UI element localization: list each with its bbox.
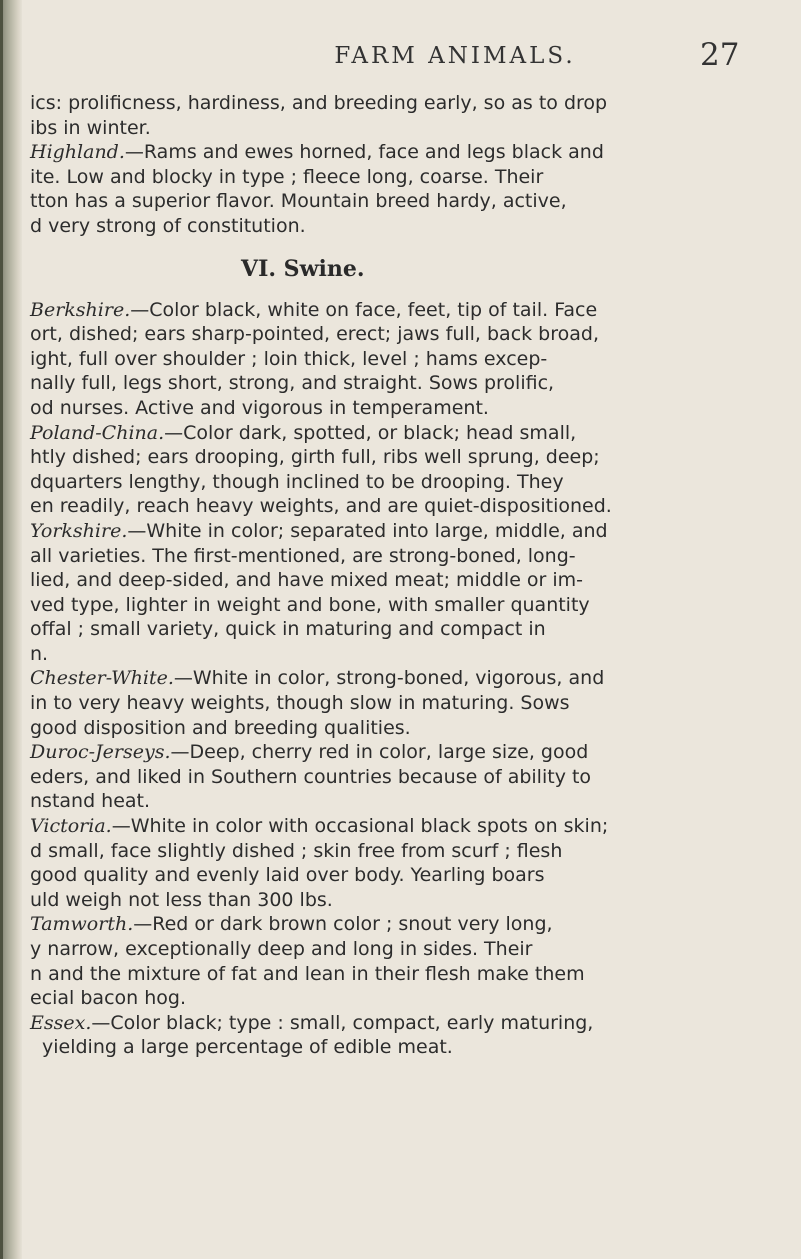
text-line xyxy=(30,691,800,716)
line-text: ite. Low and blocky in type ; fleece long, coarse. Their xyxy=(30,165,544,188)
line-text: —Color black, white on face, feet, tip of tail. Face xyxy=(130,298,598,321)
line-text: —White in color, strong-boned, vigorous, and xyxy=(173,667,605,690)
binding-edge xyxy=(0,0,3,1259)
line-text: —White in color; separated into large, middle, and xyxy=(127,519,608,542)
text-line xyxy=(30,544,800,569)
breed-name: Chester-White. xyxy=(30,667,174,690)
text-line xyxy=(30,716,800,741)
line-text: good disposition and breeding qualities. xyxy=(30,716,411,739)
line-text: htly dished; ears drooping, girth full, ribs well sprung, deep; xyxy=(30,446,600,469)
text-line xyxy=(30,839,800,864)
line-text: in to very heavy weights, though slow in maturing. Sows xyxy=(30,692,570,715)
text-line xyxy=(30,765,800,790)
line-text: n and the mixture of fat and lean in their flesh make them xyxy=(30,962,585,985)
text-line xyxy=(30,863,800,888)
breed-name: Tamworth. xyxy=(30,913,134,936)
line-text: od nurses. Active and vigorous in temperament. xyxy=(30,396,489,419)
page-gutter-shadow xyxy=(0,0,22,1259)
text-line xyxy=(30,421,800,446)
swine-breeds xyxy=(30,298,800,1060)
text-line xyxy=(30,347,800,372)
line-text: —Rams and ewes horned, face and legs black and xyxy=(124,141,604,164)
line-text: ecial bacon hog. xyxy=(30,987,186,1010)
text-line xyxy=(30,1011,800,1036)
text-line xyxy=(30,189,800,214)
line-text: ort, dished; ears sharp-pointed, erect; jaws full, back broad, xyxy=(30,323,600,346)
text-line xyxy=(30,986,800,1011)
breed-name: Berkshire. xyxy=(30,298,131,321)
line-text: —Red or dark brown color ; snout very long, xyxy=(133,913,553,936)
line-text: ved type, lighter in weight and bone, with smaller quantity xyxy=(30,593,590,616)
line-text: n. xyxy=(30,642,49,665)
text-line xyxy=(30,1035,800,1060)
text-line xyxy=(30,470,800,495)
breed-name: Victoria. xyxy=(30,815,112,838)
line-text: d small, face slightly dished ; skin free from scurf ; flesh xyxy=(30,839,563,862)
text-line xyxy=(30,642,800,667)
line-text: uld weigh not less than 300 lbs. xyxy=(30,888,333,911)
text-line xyxy=(30,298,800,323)
text-line xyxy=(30,593,800,618)
text-line xyxy=(30,494,800,519)
section-heading-swine: VI. Swine. xyxy=(241,255,365,282)
text-line xyxy=(30,912,800,937)
breed-name: Highland. xyxy=(30,141,125,164)
text-line xyxy=(30,445,800,470)
text-line xyxy=(30,396,800,421)
line-text: en readily, reach heavy weights, and are quiet-dispositioned. xyxy=(30,495,612,518)
text-line xyxy=(30,888,800,913)
line-text: yielding a large percentage of edible meat. xyxy=(42,1036,453,1059)
text-line xyxy=(30,814,800,839)
breed-name: Duroc-Jerseys. xyxy=(30,741,171,764)
line-text: eders, and liked in Southern countries because of ability to xyxy=(30,765,592,788)
text-line xyxy=(30,789,800,814)
line-text: d very strong of constitution. xyxy=(30,214,306,237)
page-body xyxy=(30,91,800,1060)
breed-name: Yorkshire. xyxy=(30,519,128,542)
line-text: good quality and evenly laid over body. Yearling boars xyxy=(30,864,545,887)
text-line xyxy=(30,740,800,765)
line-text: nstand heat. xyxy=(30,790,151,813)
text-line xyxy=(30,165,800,190)
text-line xyxy=(30,962,800,987)
text-line xyxy=(30,371,800,396)
page-number: 27 xyxy=(700,37,740,73)
page-title: FARM ANIMALS. xyxy=(334,43,576,69)
text-line xyxy=(30,322,800,347)
text-line xyxy=(30,519,800,544)
line-text: y narrow, exceptionally deep and long in sides. Their xyxy=(30,938,533,960)
sheep-breeds-continued xyxy=(30,91,800,239)
line-text: ight, full over shoulder ; loin thick, level ; hams excep- xyxy=(30,347,548,370)
line-text: all varieties. The first-mentioned, are strong-boned, long- xyxy=(30,544,576,567)
line-text: —Color black; type : small, compact, early maturing, xyxy=(91,1011,594,1034)
text-line xyxy=(30,116,800,141)
line-text: —White in color with occasional black spots on skin; xyxy=(111,815,609,838)
line-text: —Deep, cherry red in color, large size, good xyxy=(170,741,589,764)
line-text: ibs in winter. xyxy=(30,116,151,139)
text-line xyxy=(30,937,800,962)
text-line xyxy=(30,140,800,165)
line-text: nally full, legs short, strong, and straight. Sows prolific, xyxy=(30,372,555,395)
line-text: ics: prolificness, hardiness, and breeding early, so as to drop xyxy=(30,92,608,114)
line-text: —Color dark, spotted, or black; head small, xyxy=(164,421,577,444)
line-text: dquarters lengthy, though inclined to be drooping. They xyxy=(30,470,564,493)
text-line xyxy=(30,91,800,116)
breed-name: Poland-China. xyxy=(30,421,165,444)
text-line xyxy=(30,666,800,691)
text-line xyxy=(30,214,800,239)
breed-name: Essex. xyxy=(30,1011,92,1034)
text-line xyxy=(30,568,800,593)
line-text: offal ; small variety, quick in maturing and compact in xyxy=(30,618,546,641)
text-line xyxy=(30,617,800,642)
line-text: tton has a superior flavor. Mountain breed hardy, active, xyxy=(30,190,567,213)
line-text: lied, and deep-sided, and have mixed meat; middle or im- xyxy=(30,569,584,592)
